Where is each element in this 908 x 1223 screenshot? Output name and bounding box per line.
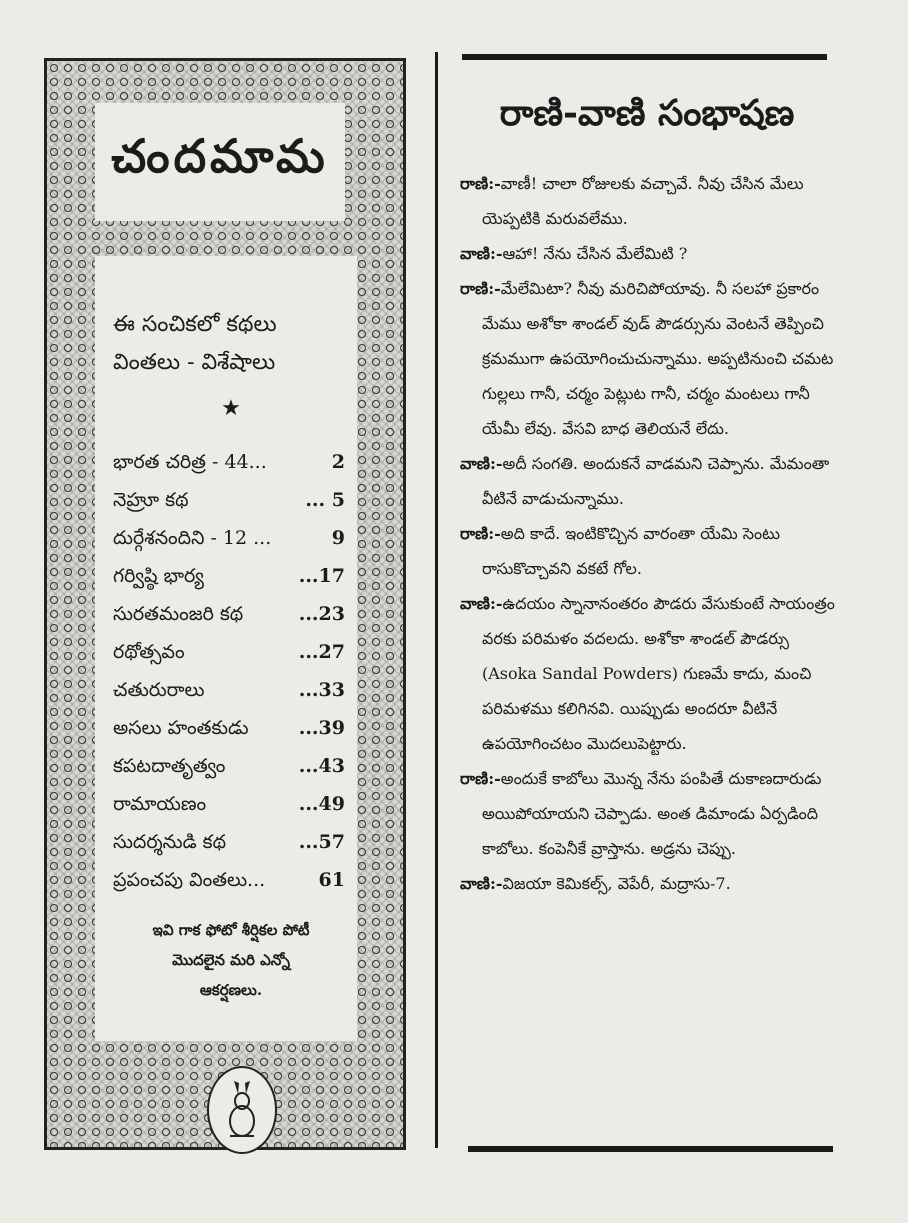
toc-title: చతురురాలు xyxy=(113,679,205,701)
toc-title: సుదర్శనుడి కథ xyxy=(113,831,227,853)
toc-page-number: ... 5 xyxy=(305,489,345,511)
dialogue-text: విజయా కెమికల్స్, వెపేరీ, మద్రాసు-7. xyxy=(502,874,731,893)
contents-heading-line2: వింతలు - విశేషాలు xyxy=(113,350,276,375)
speaker-label: వాణి:- xyxy=(460,244,503,263)
toc-row xyxy=(113,861,349,899)
toc-page-number: ...49 xyxy=(298,793,345,815)
toc-page-number: ...27 xyxy=(298,641,345,663)
contents-box xyxy=(95,256,357,1041)
toc-page-number: ...43 xyxy=(298,755,345,777)
toc-title: ప్రపంచపు వింతలు... xyxy=(113,869,266,891)
toc-row xyxy=(113,481,349,519)
toc-title: కపటదాతృత్వం xyxy=(113,755,226,777)
dialogue-line xyxy=(460,516,838,586)
toc-title: అసలు హంతకుడు xyxy=(113,717,249,739)
speaker-label: రాణి:- xyxy=(460,174,501,193)
bottom-rule xyxy=(468,1146,833,1152)
toc-row xyxy=(113,709,349,747)
speaker-label: రాణి:- xyxy=(460,524,501,543)
dialogue-text: అది కాదే. ఇంటికొచ్చిన వారంతా యేమి సెంటు రాసుకొచ్చావని వకటే గోల. xyxy=(482,524,781,578)
toc-row xyxy=(113,519,349,557)
article-title: రాణి-వాణి సంభాషణ xyxy=(499,92,795,134)
toc-row xyxy=(113,671,349,709)
dialogue-line xyxy=(460,271,838,446)
rabbit-logo-icon xyxy=(207,1066,277,1154)
dialogue-line xyxy=(460,446,838,516)
toc-page-number: 61 xyxy=(318,869,345,891)
speaker-label: వాణి:- xyxy=(460,874,503,893)
toc-row xyxy=(113,823,349,861)
magazine-title: చందమామ xyxy=(111,129,329,183)
toc-title: రథోత్సవం xyxy=(113,641,185,663)
toc-page-number: 9 xyxy=(331,527,345,549)
toc-row xyxy=(113,443,349,481)
footer-line: ఇవి గాక ఫోటో శీర్షికల పోటీ xyxy=(152,921,310,939)
toc-page-number: 2 xyxy=(331,451,345,473)
footer-line: మొదలైన మరి ఎన్నో xyxy=(172,951,290,969)
speaker-label: వాణి:- xyxy=(460,594,503,613)
vertical-divider xyxy=(435,52,438,1148)
speaker-label: రాణి:- xyxy=(460,769,501,788)
toc-title: సురతమంజరి కథ xyxy=(113,603,244,625)
decorative-border-panel xyxy=(44,58,406,1150)
dialogue-text: ఉదయం స్నానానంతరం పౌడరు వేసుకుంటే సాయంత్రం వరకు పరిమళం వదలదు. అశోకా శాండల్ పౌడర్సు (Asoka Sandal Powders) గుణమే కాదు, మంచి పరిమళము కలిగినవి. యిప్పుడు అందరూ వీటినే ఉపయోగించటం మొదలుపెట్టారు. xyxy=(482,594,835,753)
dialogue-text: అందుకే కాబోలు మొన్న నేను పంపితే దుకాణదారుడు అయిపోయాయని చెప్పాడు. అంత డిమాండు ఏర్పడింది కాబోలు. కంపెనీకే వ్రాస్తాను. అడ్రను చెప్పు. xyxy=(482,769,822,858)
speaker-label: వాణి:- xyxy=(460,454,503,473)
dialogue-line xyxy=(460,761,838,866)
dialogue-text: ఆహా! నేను చేసిన మేలేమిటి ? xyxy=(502,244,688,263)
dialogue-line xyxy=(460,236,838,271)
top-rule xyxy=(462,54,827,60)
contents-footer xyxy=(113,915,349,1005)
footer-line: ఆకర్షణలు. xyxy=(199,981,263,999)
toc-page-number: ...17 xyxy=(298,565,345,587)
dialogue-line xyxy=(460,166,838,236)
toc-page-number: ...33 xyxy=(298,679,345,701)
toc-row xyxy=(113,633,349,671)
star-icon: ★ xyxy=(221,396,241,421)
toc-page-number: ...23 xyxy=(298,603,345,625)
toc-title: భారత చరిత్ర - 44... xyxy=(113,451,267,473)
toc-page-number: ...39 xyxy=(298,717,345,739)
table-of-contents xyxy=(113,443,349,899)
toc-row xyxy=(113,557,349,595)
toc-title: దుర్గేశనందిని - 12 ... xyxy=(113,527,272,549)
dialogue-line xyxy=(460,586,838,761)
dialogue-line xyxy=(460,866,838,901)
dialogue-text: అదీ సంగతి. అందుకనే వాడమని చెప్పాను. మేమంతా వీటినే వాడుచున్నాము. xyxy=(482,454,830,508)
toc-row xyxy=(113,785,349,823)
toc-row xyxy=(113,595,349,633)
toc-title: నెహ్రూ కథ xyxy=(113,489,189,511)
contents-heading-line1: ఈ సంచికలో కథలు xyxy=(113,312,277,337)
dialogue-text: వాణీ! చాలా రోజులకు వచ్చావే. నీవు చేసిన మేలు యెప్పటికి మరువలేము. xyxy=(482,174,804,228)
toc-title: రామాయణం xyxy=(113,793,207,815)
dialogue-body xyxy=(460,166,838,901)
toc-row xyxy=(113,747,349,785)
title-box xyxy=(95,103,345,221)
toc-page-number: ...57 xyxy=(298,831,345,853)
dialogue-text: మేలేమిటా? నీవు మరిచిపోయావు. నీ సలహా ప్రకారం మేము అశోకా శాండల్ వుడ్ పౌడర్సును వెంటనే తెప్పించి క్రమముగా ఉపయోగించుచున్నాము. అప్పటినుంచి చమట గుల్లలు గానీ, చర్మం పెట్లుట గానీ, చర్మం మంటలు గానీ యేమీ లేవు. వేసవి బాధ తెలియనే లేదు. xyxy=(482,279,834,438)
toc-title: గర్విష్ఠి భార్య xyxy=(113,565,204,587)
speaker-label: రాణి:- xyxy=(460,279,501,298)
